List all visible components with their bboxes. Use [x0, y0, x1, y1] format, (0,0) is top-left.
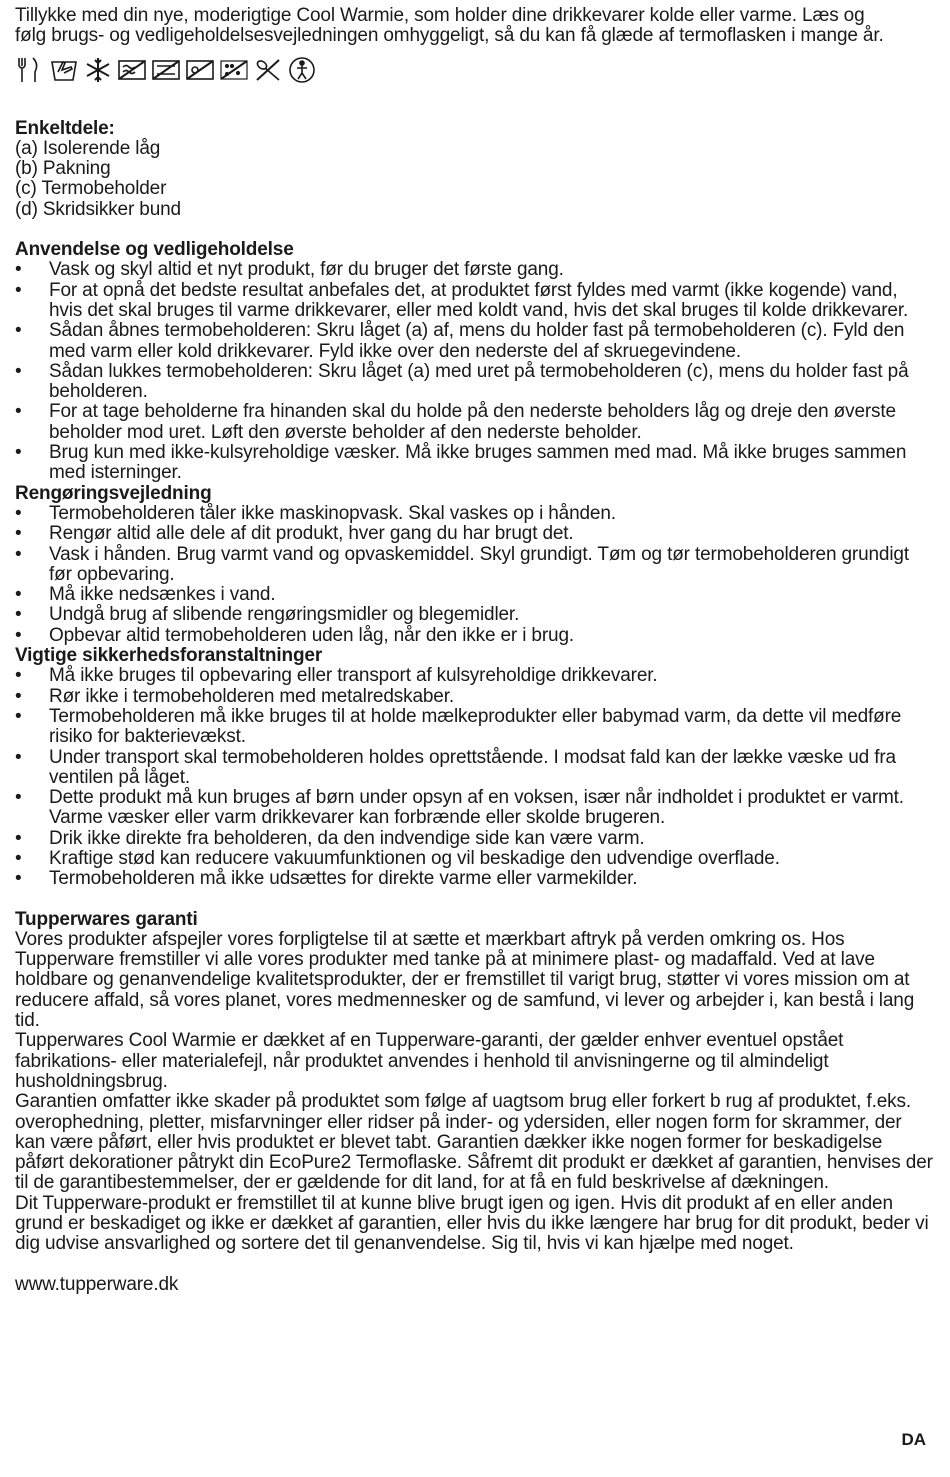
list-item: • Under transport skal termobeholderen holdes oprettstående. I modsat fald kan der lække væske ud fra ventilen på låget. — [15, 748, 933, 789]
no-dishwasher-icon — [219, 56, 249, 84]
list-item: • Drik ikke direkte fra beholderen, da den indvendige side kan være varm. — [15, 829, 933, 849]
part-item: (a) Isolerende låg — [15, 137, 161, 159]
list-item: • Termobeholderen tåler ikke maskinopvask. Skal vaskes op i hånden. — [15, 504, 933, 524]
list-item: • For at opnå det bedste resultat anbefales det, at produktet først fyldes med varmt (ikke kogende) vand, hvis det skal bruges til varme drikkevarer, eller med koldt vand, hvis det skal bruges til kolde drikkevarer. — [15, 281, 933, 322]
language-code: DA — [901, 1430, 926, 1449]
part-item: (c) Termobeholder — [15, 178, 167, 200]
no-oven-icon — [151, 56, 181, 84]
list-item: • Kraftige stød kan reducere vakuumfunktionen og vil beskadige den udvendige overflade. — [15, 849, 933, 869]
warranty-heading: Tupperwares garanti — [15, 908, 198, 930]
usage-list — [15, 260, 933, 483]
list-item: • Vask i hånden. Brug varmt vand og opvaskemiddel. Skyl grundigt. Tøm og tør termobeholderen grundigt før opbevaring. — [15, 545, 933, 586]
list-item: • Må ikke nedsænkes i vand. — [15, 585, 933, 605]
manual-page — [15, 6, 933, 1295]
list-item: • Rør ikke i termobeholderen med metalredskaber. — [15, 687, 933, 707]
safety-list — [15, 666, 933, 889]
knife-fork-icon — [15, 56, 45, 84]
warranty-paragraph: Tupperwares Cool Warmie er dækket af en Tupperware-garanti, der gælder enhver eventuel opstået fabrikations- eller materialefejl, når produktet anvendes i henhold til anvisningerne og til almindeligt husholdningsbrug. — [15, 1030, 844, 1092]
no-spoon-icon — [253, 56, 283, 84]
usage-section — [15, 240, 933, 484]
warranty-paragraph: Dit Tupperware-produkt er fremstillet til at kunne blive brugt igen og igen. Hvis dit produkt af en eller anden grund er beskadiget og ikke er dækket af garantien, eller hvis du ikke længere har brug for dit produkt, beder vi dig udvise ansvarlighed og sortere det til genanvendelse. Sig til, hvis vi kan hjælpe med noget. — [15, 1192, 929, 1255]
freezer-icon — [83, 56, 113, 84]
no-stove-icon — [185, 56, 215, 84]
list-item: • Undgå brug af slibende rengøringsmidler og blegemidler. — [15, 605, 933, 625]
list-item: • Sådan åbnes termobeholderen: Skru låget (a) af, mens du holder fast på termobeholderen (c). Fyld den med varm eller kold drikkevarer. Fyld ikke over den nederste del af skruegevindene. — [15, 321, 933, 362]
cleaning-section — [15, 484, 933, 646]
list-item: • Opbevar altid termobeholderen uden låg, når den ikke er i brug. — [15, 626, 933, 646]
no-microwave-icon — [117, 56, 147, 84]
safety-heading: Vigtige sikkerhedsforanstaltninger — [15, 645, 323, 667]
list-item: • Sådan lukkes termobeholderen: Skru låget (a) med uret på termobeholderen (c), mens du holder fast på beholderen. — [15, 362, 933, 403]
usage-heading: Anvendelse og vedligeholdelse — [15, 239, 294, 261]
website-link[interactable]: www.tupperware.dk — [15, 1273, 179, 1295]
list-item: • Dette produkt må kun bruges af børn under opsyn af en voksen, især når indholdet i produktet er varmt. Varme væsker eller varm drikkevarer kan forbrænde eller skolde brugeren. — [15, 788, 933, 829]
warranty-section — [15, 910, 933, 1255]
warranty-paragraph: Vores produkter afspejler vores forpligtelse til at sætte et mærkbart aftryk på verden omkring os. Hos Tupperware fremstiller vi alle vores produkter med tanke på at minimere plast- og madaffald. Ved at lave holdbare og genanvendelige kvalitetsprodukter, der er fremstillet til varigt brug, støtter vi vores mission om at reducere affald, så vores planet, vores medmennesker og de samfund, vi lever og arbejder i, kan bestå i lang tid. — [15, 928, 915, 1032]
list-item: • Må ikke bruges til opbevaring eller transport af kulsyreholdige drikkevarer. — [15, 666, 933, 686]
list-item: • Termobeholderen må ikke udsættes for direkte varme eller varmekilder. — [15, 869, 933, 889]
parts-section — [15, 119, 933, 220]
parts-heading: Enkeltdele: — [15, 117, 115, 139]
safety-section — [15, 646, 933, 890]
warranty-paragraph: Garantien omfatter ikke skader på produktet som følge af uagtsom brug eller forkert b rug af produktet, f.eks. overophedning, pletter, misfarvninger eller ridser på inder- og ydersiden, eller nogen form for skrammer, der kan være påført, eller hvis produktet er blevet tabt. Garantien dækker ikke nogen former for beskadigelse påført dekorationer påtrykt din EcoPure2 Termoflaske. Såfremt dit produkt er dækket af garantien, henvises der til de garantibestemmelser, der er gældende for dit land, for at få en fuld beskrivelse af dækningen. — [15, 1091, 933, 1194]
list-item: • Brug kun med ikke-kulsyreholdige væsker. Må ikke bruges sammen med mad. Må ikke bruges sammen med isterninger. — [15, 443, 933, 484]
list-item: • Vask og skyl altid et nyt produkt, før du bruger det første gang. — [15, 260, 933, 280]
cleaning-list — [15, 504, 933, 646]
part-item: (d) Skridsikker bund — [15, 198, 181, 220]
cleaning-heading: Rengøringsvejledning — [15, 482, 212, 504]
intro-paragraph: Tillykke med din nye, moderigtige Cool Warmie, som holder dine drikkevarer kolde eller varme. Læs og følg brugs- og vedligeholdelsesvejledningen omhyggeligt, så du kan få glæde af termoflasken i mange år. — [15, 5, 884, 47]
handwash-icon — [49, 56, 79, 84]
care-symbols — [15, 53, 933, 87]
list-item: • Rengør altid alle dele af dit produkt, hver gang du har brugt det. — [15, 524, 933, 544]
list-item: • Termobeholderen må ikke bruges til at holde mælkeprodukter eller babymad varm, da dette vil medføre risiko for bakterievækst. — [15, 707, 933, 748]
list-item: • For at tage beholderne fra hinanden skal du holde på den nederste beholders låg og dreje den øverste beholder mod uret. Løft den øverste beholder af den nederste beholder. — [15, 402, 933, 443]
part-item: (b) Pakning — [15, 158, 111, 180]
child-supervision-icon — [287, 56, 317, 84]
